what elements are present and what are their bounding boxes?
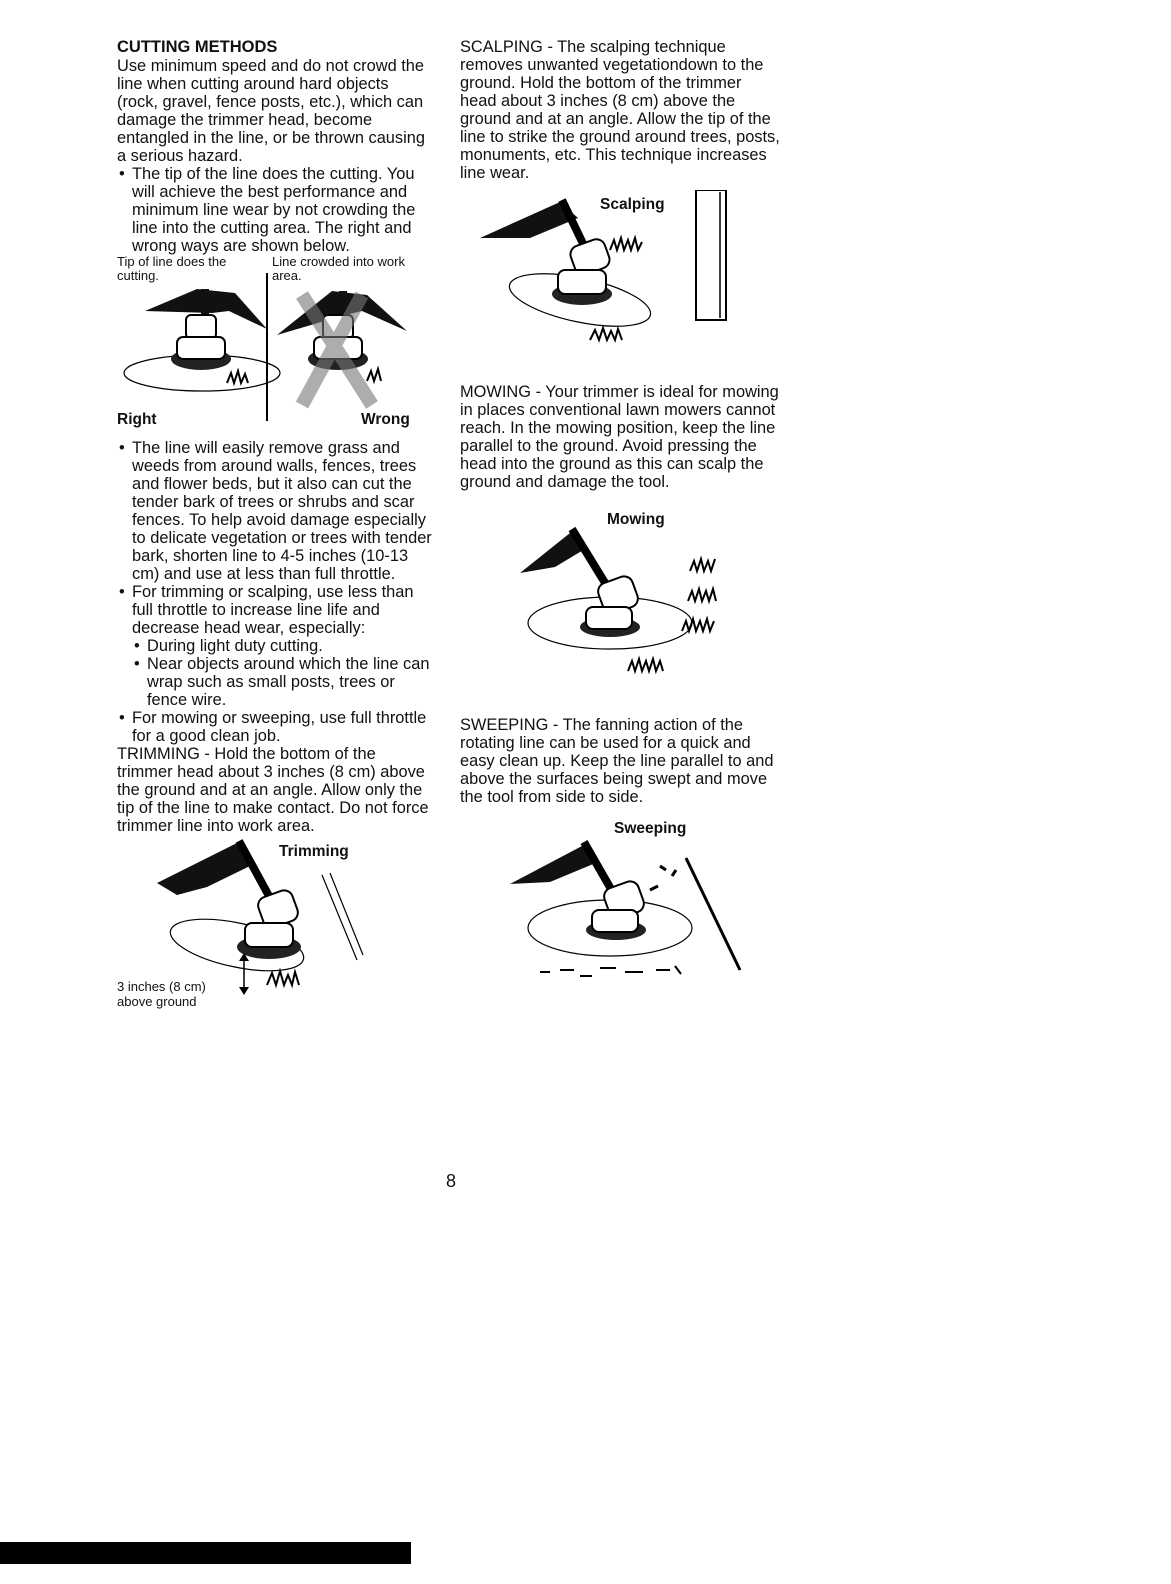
bullet-remove-grass: • The line will easily remove grass and weeds from around walls, fences, trees and flower beds, but it also can cut the tender bark of trees or shrubs and scar fences. To help avoid damage especially to delicate vegetation or trees with tender bark, shorten line to 4-5 inches (10-13 cm) and use at less than full throttle. (117, 439, 432, 583)
scalping-paragraph: SCALPING - The scalping technique removes unwanted vegetationdown to the ground. Hold the bottom of the trimmer head about 3 inches (8 cm) above the ground and at an angle. Allow the tip of the line to strike the ground around trees, posts, monuments, etc. This technique increases line wear. (460, 38, 780, 182)
sweeping-figure (460, 820, 780, 1000)
caption-tip-of-line: Tip of line does the cutting. (117, 254, 227, 283)
sweeping-paragraph: SWEEPING - The fanning action of the rotating line can be used for a quick and easy clean up. Keep the line parallel to and above the surfaces being swept and move the tool from side to side. (460, 716, 774, 806)
label-mowing: Mowing (607, 511, 665, 528)
label-wrong: Wrong (361, 411, 410, 428)
left-column (117, 38, 432, 1020)
tip-bullet-list (117, 165, 432, 255)
trimmer-right-icon (124, 289, 280, 391)
bullet-tip: • The tip of the line does the cutting. You will achieve the best performance and minimum line wear by not crowding the line into the cutting area. The right and wrong ways are shown below. (117, 165, 432, 255)
intro-paragraph: Use minimum speed and do not crowd the line when cutting around hard objects (rock, gravel, fence posts, etc.), which can damage the trimmer head, become entangled in the line, or be thrown causing a serious hazard. (117, 57, 425, 165)
label-right: Right (117, 411, 157, 428)
caption-line-crowded: Line crowded into work area. (272, 254, 405, 283)
sub-bullet-light-duty: • During light duty cutting. (132, 637, 432, 655)
sub-bullet-near-objects: • Near objects around which the line can wrap such as small posts, trees or fence wire. (132, 655, 432, 709)
scalping-figure (460, 190, 780, 375)
caption-three-inches (117, 979, 237, 1009)
caption-three-inches-line2: above ground (117, 994, 197, 1009)
footer-bar (0, 1542, 411, 1564)
sub-bullet-list (132, 637, 432, 709)
trimming-paragraph: TRIMMING - Hold the bottom of the trimmer head about 3 inches (8 cm) above the ground and at an angle. Allow only the tip of the line to make contact. Do not force trimmer line into work area. (117, 745, 429, 835)
trimmer-wrong-icon (277, 291, 407, 405)
right-column (460, 38, 780, 1000)
mowing-paragraph: MOWING - Your trimmer is ideal for mowing in places conventional lawn mowers cannot reach. In the mowing position, keep the line parallel to the ground. Avoid pressing the head into the ground as this can scalp the ground and damage the tool. (460, 383, 779, 491)
right-wrong-figure (117, 255, 427, 432)
mowing-illustration (460, 511, 780, 706)
label-scalping: Scalping (600, 196, 665, 213)
scalping-illustration (460, 190, 780, 375)
bullet-less-throttle (117, 583, 432, 709)
mowing-figure (460, 511, 780, 706)
sweeping-illustration (460, 820, 780, 1000)
bullet-full-throttle: • For mowing or sweeping, use full throttle for a good clean job. (117, 709, 432, 745)
label-trimming: Trimming (279, 843, 349, 860)
page-number: 8 (446, 1171, 457, 1191)
main-bullet-list (117, 439, 432, 745)
label-sweeping: Sweeping (614, 820, 687, 837)
section-heading: CUTTING METHODS (117, 38, 278, 56)
caption-three-inches-line1: 3 inches (8 cm) (117, 979, 206, 994)
right-wrong-illustration (117, 255, 427, 432)
bullet-less-throttle-text: For trimming or scalping, use less than full throttle to increase line life and decrease head wear, especially: (132, 583, 414, 637)
trimming-figure (117, 835, 432, 1020)
